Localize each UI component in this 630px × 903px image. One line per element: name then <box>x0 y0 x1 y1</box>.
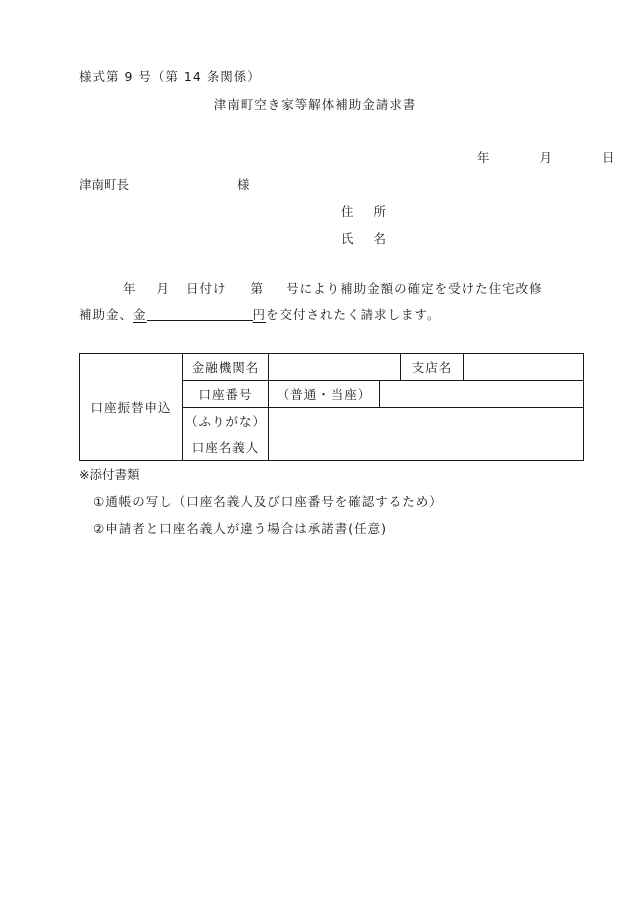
date-year: 年 <box>477 150 490 165</box>
attachment-item-2: ②申請者と口座名義人が違う場合は承諾書(任意) <box>93 521 387 536</box>
body-year: 年 <box>123 281 137 296</box>
name-label: 氏 名 <box>341 231 394 246</box>
institution-field[interactable] <box>269 354 401 381</box>
amount-yen: 円 <box>252 307 267 322</box>
body-line1-rest: 号により補助金額の確定を受けた住宅改修 <box>286 281 543 296</box>
date-day: 日 <box>602 150 615 165</box>
date-month: 月 <box>539 150 553 165</box>
body-line2-prefix: 補助金、 <box>79 307 134 322</box>
branch-field[interactable] <box>464 354 584 381</box>
amount-blank <box>147 308 253 321</box>
account-type: （普通・当座） <box>269 381 380 408</box>
attachments-title: ※添付書類 <box>79 467 140 482</box>
account-holder-field[interactable] <box>269 408 584 461</box>
recipient-honorific: 様 <box>237 177 250 192</box>
holder-label: 口座名義人 <box>183 434 269 461</box>
document-title: 津南町空き家等解体補助金請求書 <box>213 97 417 112</box>
institution-label: 金融機関名 <box>183 354 269 381</box>
body-month: 月 <box>156 281 171 296</box>
branch-label: 支店名 <box>401 354 464 381</box>
furigana-label: （ふりがな） <box>183 408 269 435</box>
date-line <box>477 148 615 166</box>
bank-transfer-table <box>79 353 584 461</box>
bank-section-label: 口座振替申込 <box>80 354 183 461</box>
body-line-2 <box>79 305 441 323</box>
address-label: 住 所 <box>341 204 394 219</box>
body-dai: 第 <box>250 281 265 296</box>
form-number: 様式第 9 号（第 14 条関係） <box>79 69 261 84</box>
account-number-label: 口座番号 <box>183 381 269 408</box>
body-day: 日付け <box>186 281 227 296</box>
attachment-item-1: ①通帳の写し（口座名義人及び口座番号を確認するため） <box>93 494 443 509</box>
recipient-line <box>79 175 250 193</box>
amount-kin: 金 <box>133 307 147 322</box>
body-line2-suffix: を交付されたく請求します。 <box>266 307 441 322</box>
account-number-field[interactable] <box>380 381 584 408</box>
body-line-1 <box>123 279 543 297</box>
recipient-name: 津南町長 <box>79 177 130 192</box>
